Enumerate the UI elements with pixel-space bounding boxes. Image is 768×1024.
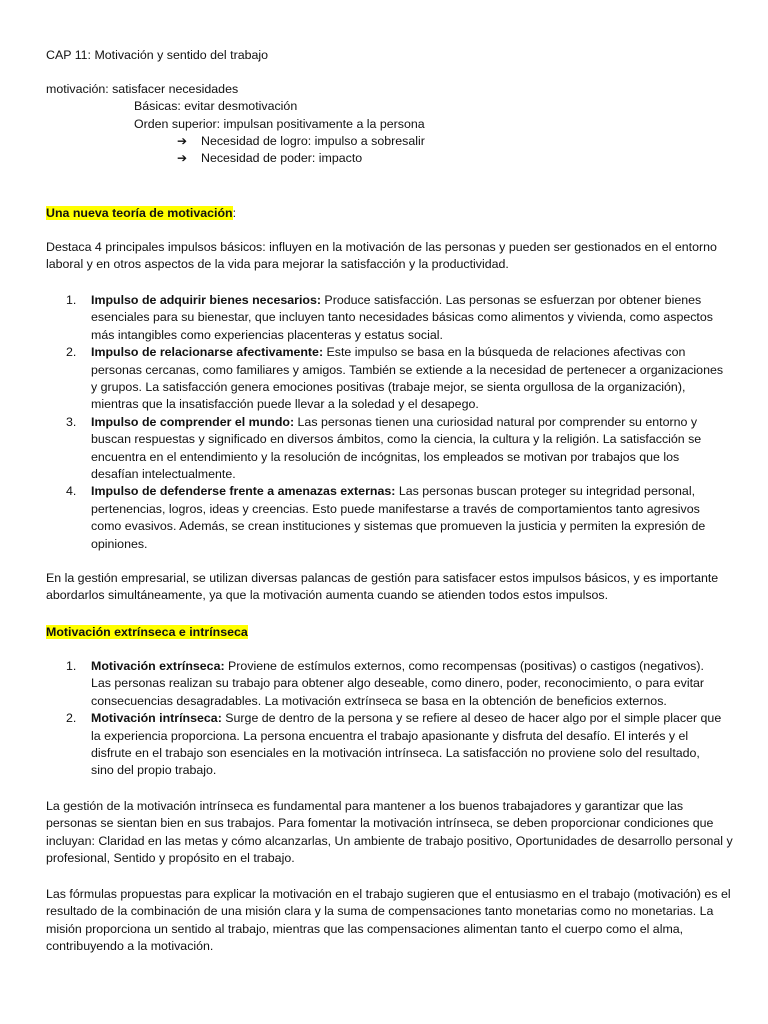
basic-needs: Básicas: evitar desmotivación: [134, 99, 298, 113]
list-item-text: Produce satisfacción. Las personas se esfuerzan por obtener bienes esenciales para su bienestar, que incluyen tanto necesidades básicas como alimentos y vivienda, como aspectos más intangibles como experiencias placenteras y estatus social.: [91, 293, 713, 342]
section-heading: [46, 205, 736, 222]
heading-colon: :: [232, 206, 237, 220]
list-item: [46, 483, 726, 553]
closing-paragraph: En la gestión empresarial, se utilizan diversas palancas de gestión para satisfacer estos impulsos básicos, y es importante abordarlos simultáneamente, ya que la motivación aumenta cuando se atienden todos estos impulsos.: [46, 571, 719, 603]
list-number: 1.: [66, 659, 77, 673]
list-item: [46, 414, 726, 484]
list-item-text: Proviene de estímulos externos, como recompensas (positivas) o castigos (negativos). Las personas realizan su trabajo para obtener algo deseable, como dinero, poder, reconocimiento, o para evitar consecuencias desagradables. La motivación extrínseca se basa en la obtención de beneficios externos.: [91, 659, 705, 708]
arrow-bullet-text: Necesidad de poder: impacto: [201, 151, 363, 165]
list-number: 3.: [66, 414, 77, 429]
list-item-title: Impulso de defenderse frente a amenazas externas:: [91, 484, 396, 499]
list-number: 4.: [66, 484, 77, 499]
arrow-right-icon: ➔: [177, 151, 188, 165]
list-item: [46, 658, 726, 710]
list-item-title: Impulso de adquirir bienes necesarios:: [91, 293, 321, 307]
list-item: [46, 710, 726, 780]
list-number: 2.: [66, 345, 77, 360]
arrow-bullet-text: Necesidad de logro: impulso a sobresalir: [201, 134, 425, 148]
intrinsic-management-paragraph: La gestión de la motivación intrínseca es fundamental para mantener a los buenos trabajadores y garantizar que las personas se sientan bien en sus trabajos. Para fomentar la motivación intrínseca, se deben proporcionar condiciones que incluyan: Claridad en las metas y cómo alcanzarlas, Un ambiente de trabajo positivo, Oportunidades de desarrollo personal y profesional, Sentido y propósito en el trabajo.: [46, 799, 733, 866]
arrow-right-icon: ➔: [177, 134, 188, 148]
list-item-text: Las personas tienen una curiosidad natural por comprender su entorno y buscan respuestas y significado en diversos ámbitos, como la ciencia, la cultura y la religión. La satisfacción se encuentra en el entendimiento y la resolución de incógnitas, los empleados se motivan por trabajos que los desafían intelectualmente.: [91, 414, 702, 482]
chapter-title: CAP 11: Motivación y sentido del trabajo: [46, 48, 269, 62]
list-item-text: Las personas buscan proteger su integridad personal, pertenencias, logros, ideas y creencias. Esto puede manifestarse a través de comportamientos tanto agresivos como evasivos. Además, se crean instituciones y sistemas que promueven la justicia y permiten la expresión de opiniones.: [91, 484, 706, 551]
motivation-types-list: [46, 658, 726, 780]
list-number: 2.: [66, 711, 77, 726]
highlighted-heading: Una nueva teoría de motivación: [46, 206, 233, 220]
formulas-paragraph: Las fórmulas propuestas para explicar la motivación en el trabajo sugieren que el entusiasmo en el trabajo (motivación) es el resultado de la combinación de una misión clara y la suma de compensaciones tanto monetarias como no monetarias. La misión proporciona un sentido al trabajo, mientras que las compensaciones alimentan tanto el cuerpo como el alma, contribuyendo a la motivación.: [46, 887, 731, 954]
list-number: 1.: [66, 293, 77, 307]
arrow-bullet: [177, 133, 425, 150]
list-item: [46, 292, 726, 344]
section-heading: [46, 624, 736, 641]
highlighted-heading: Motivación extrínseca e intrínseca: [46, 625, 248, 639]
intro-paragraph: Destaca 4 principales impulsos básicos: influyen en la motivación de las personas y pueden ser gestionados en el entorno laboral y en otros aspectos de la vida para mejorar la satisfacción y la productividad.: [46, 240, 717, 272]
list-item-text: Este impulso se basa en la búsqueda de relaciones afectivas con personas cercanas, como familiares y amigos. También se extiende a la necesidad de pertenecer a organizaciones y grupos. La satisfacción genera emociones positivas (trabaje mejor, se sienta orgullosa de la organización), mientras que la insatisfacción puede llevar a la soledad y el desapego.: [91, 345, 724, 412]
list-item-title: Motivación intrínseca:: [91, 711, 222, 726]
list-item-title: Impulso de relacionarse afectivamente:: [91, 345, 324, 360]
list-item-title: Impulso de comprender el mundo:: [91, 414, 295, 429]
arrow-bullet: [177, 150, 362, 167]
motivation-line: motivación: satisfacer necesidades: [46, 82, 239, 96]
drives-list: [46, 292, 726, 553]
list-item-text: Surge de dentro de la persona y se refiere al deseo de hacer algo por el simple placer que la experiencia proporciona. La persona encuentra el trabajo apasionante y disfruta del desafío. El interés y el disfrute en el trabajo son esenciales en la motivación intrínseca. La satisfacción no proviene solo del resultado, sino del propio trabajo.: [91, 711, 722, 778]
superior-needs: Orden superior: impulsan positivamente a la persona: [134, 117, 425, 131]
list-item-title: Motivación extrínseca:: [91, 659, 225, 673]
list-item: [46, 344, 726, 414]
